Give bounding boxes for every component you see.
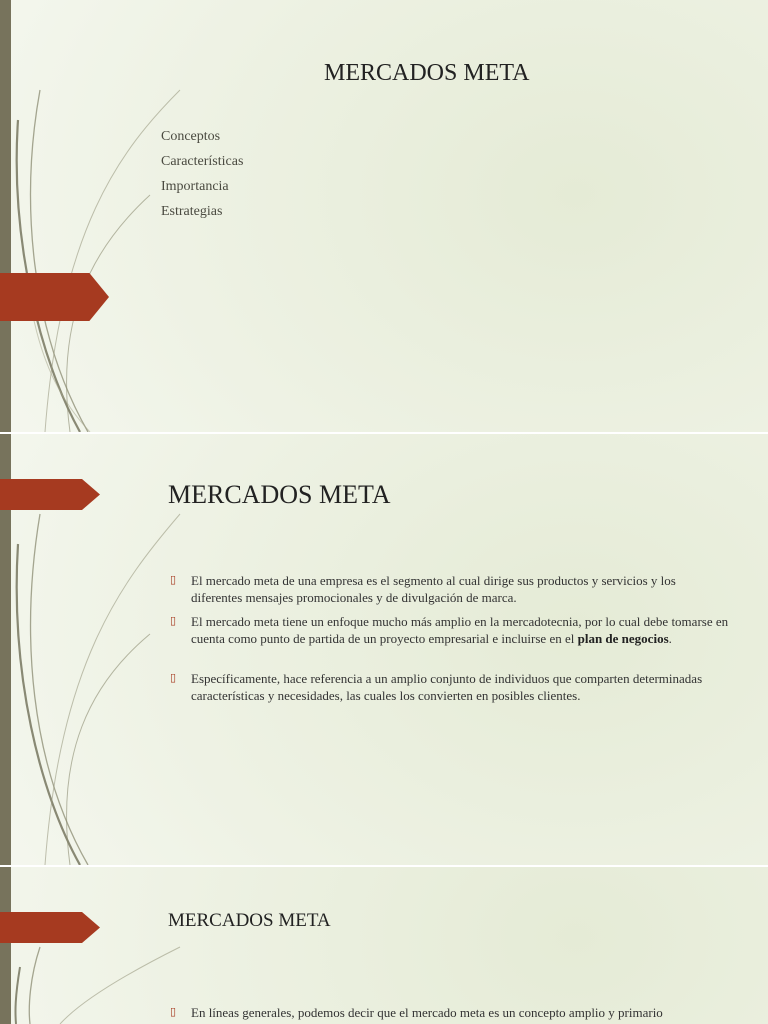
bullet-text: El mercado meta tiene un enfoque mucho más amplio en la mercadotecnia, por lo cual debe tomarse en cuenta como punto de partida de un proyecto empresarial e incluirse en el (191, 614, 729, 646)
bullet-marker-icon: ▯ (170, 574, 177, 586)
toc-item[interactable]: Estrategias (161, 204, 223, 219)
accent-arrow (0, 273, 109, 321)
bullet-text-end: . (668, 631, 672, 646)
bullet-item (170, 1004, 750, 1021)
bullet-item (170, 670, 730, 704)
bullet-marker-icon: ▯ (170, 615, 177, 627)
slide-3 (0, 867, 768, 1024)
toc-item[interactable]: Importancia (161, 179, 229, 194)
toc-item[interactable]: Características (161, 154, 244, 169)
swirl-decoration (0, 867, 200, 1024)
bold-term: plan de negocios (577, 631, 669, 646)
slide-title: MERCADOS META (168, 480, 391, 509)
slide-2 (0, 434, 768, 865)
bullet-item (170, 613, 730, 647)
accent-arrow (0, 912, 100, 943)
bullet-item (170, 572, 730, 606)
bullet-text: Específicamente, hace referencia a un amplio conjunto de individuos que comparten determinadas características y necesidades, las cuales los convierten en posibles clientes. (191, 671, 703, 703)
bullet-text: En líneas generales, podemos decir que el mercado meta es un concepto amplio y primario (191, 1005, 663, 1020)
bullet-list (170, 572, 730, 704)
accent-arrow (0, 479, 100, 510)
bullet-marker-icon: ▯ (170, 672, 177, 684)
toc-item[interactable]: Conceptos (161, 129, 221, 144)
bullet-text: El mercado meta de una empresa es el segmento al cual dirige sus productos y servicios y los diferentes mensajes promocionales y de divulgación de marca. (191, 573, 676, 605)
slide-title: MERCADOS META (324, 60, 530, 86)
slide-1 (0, 0, 768, 432)
toc-list (161, 128, 243, 228)
bullet-list (170, 1004, 750, 1021)
bullet-marker-icon: ▯ (170, 1006, 177, 1018)
slide-title: MERCADOS META (168, 910, 331, 931)
